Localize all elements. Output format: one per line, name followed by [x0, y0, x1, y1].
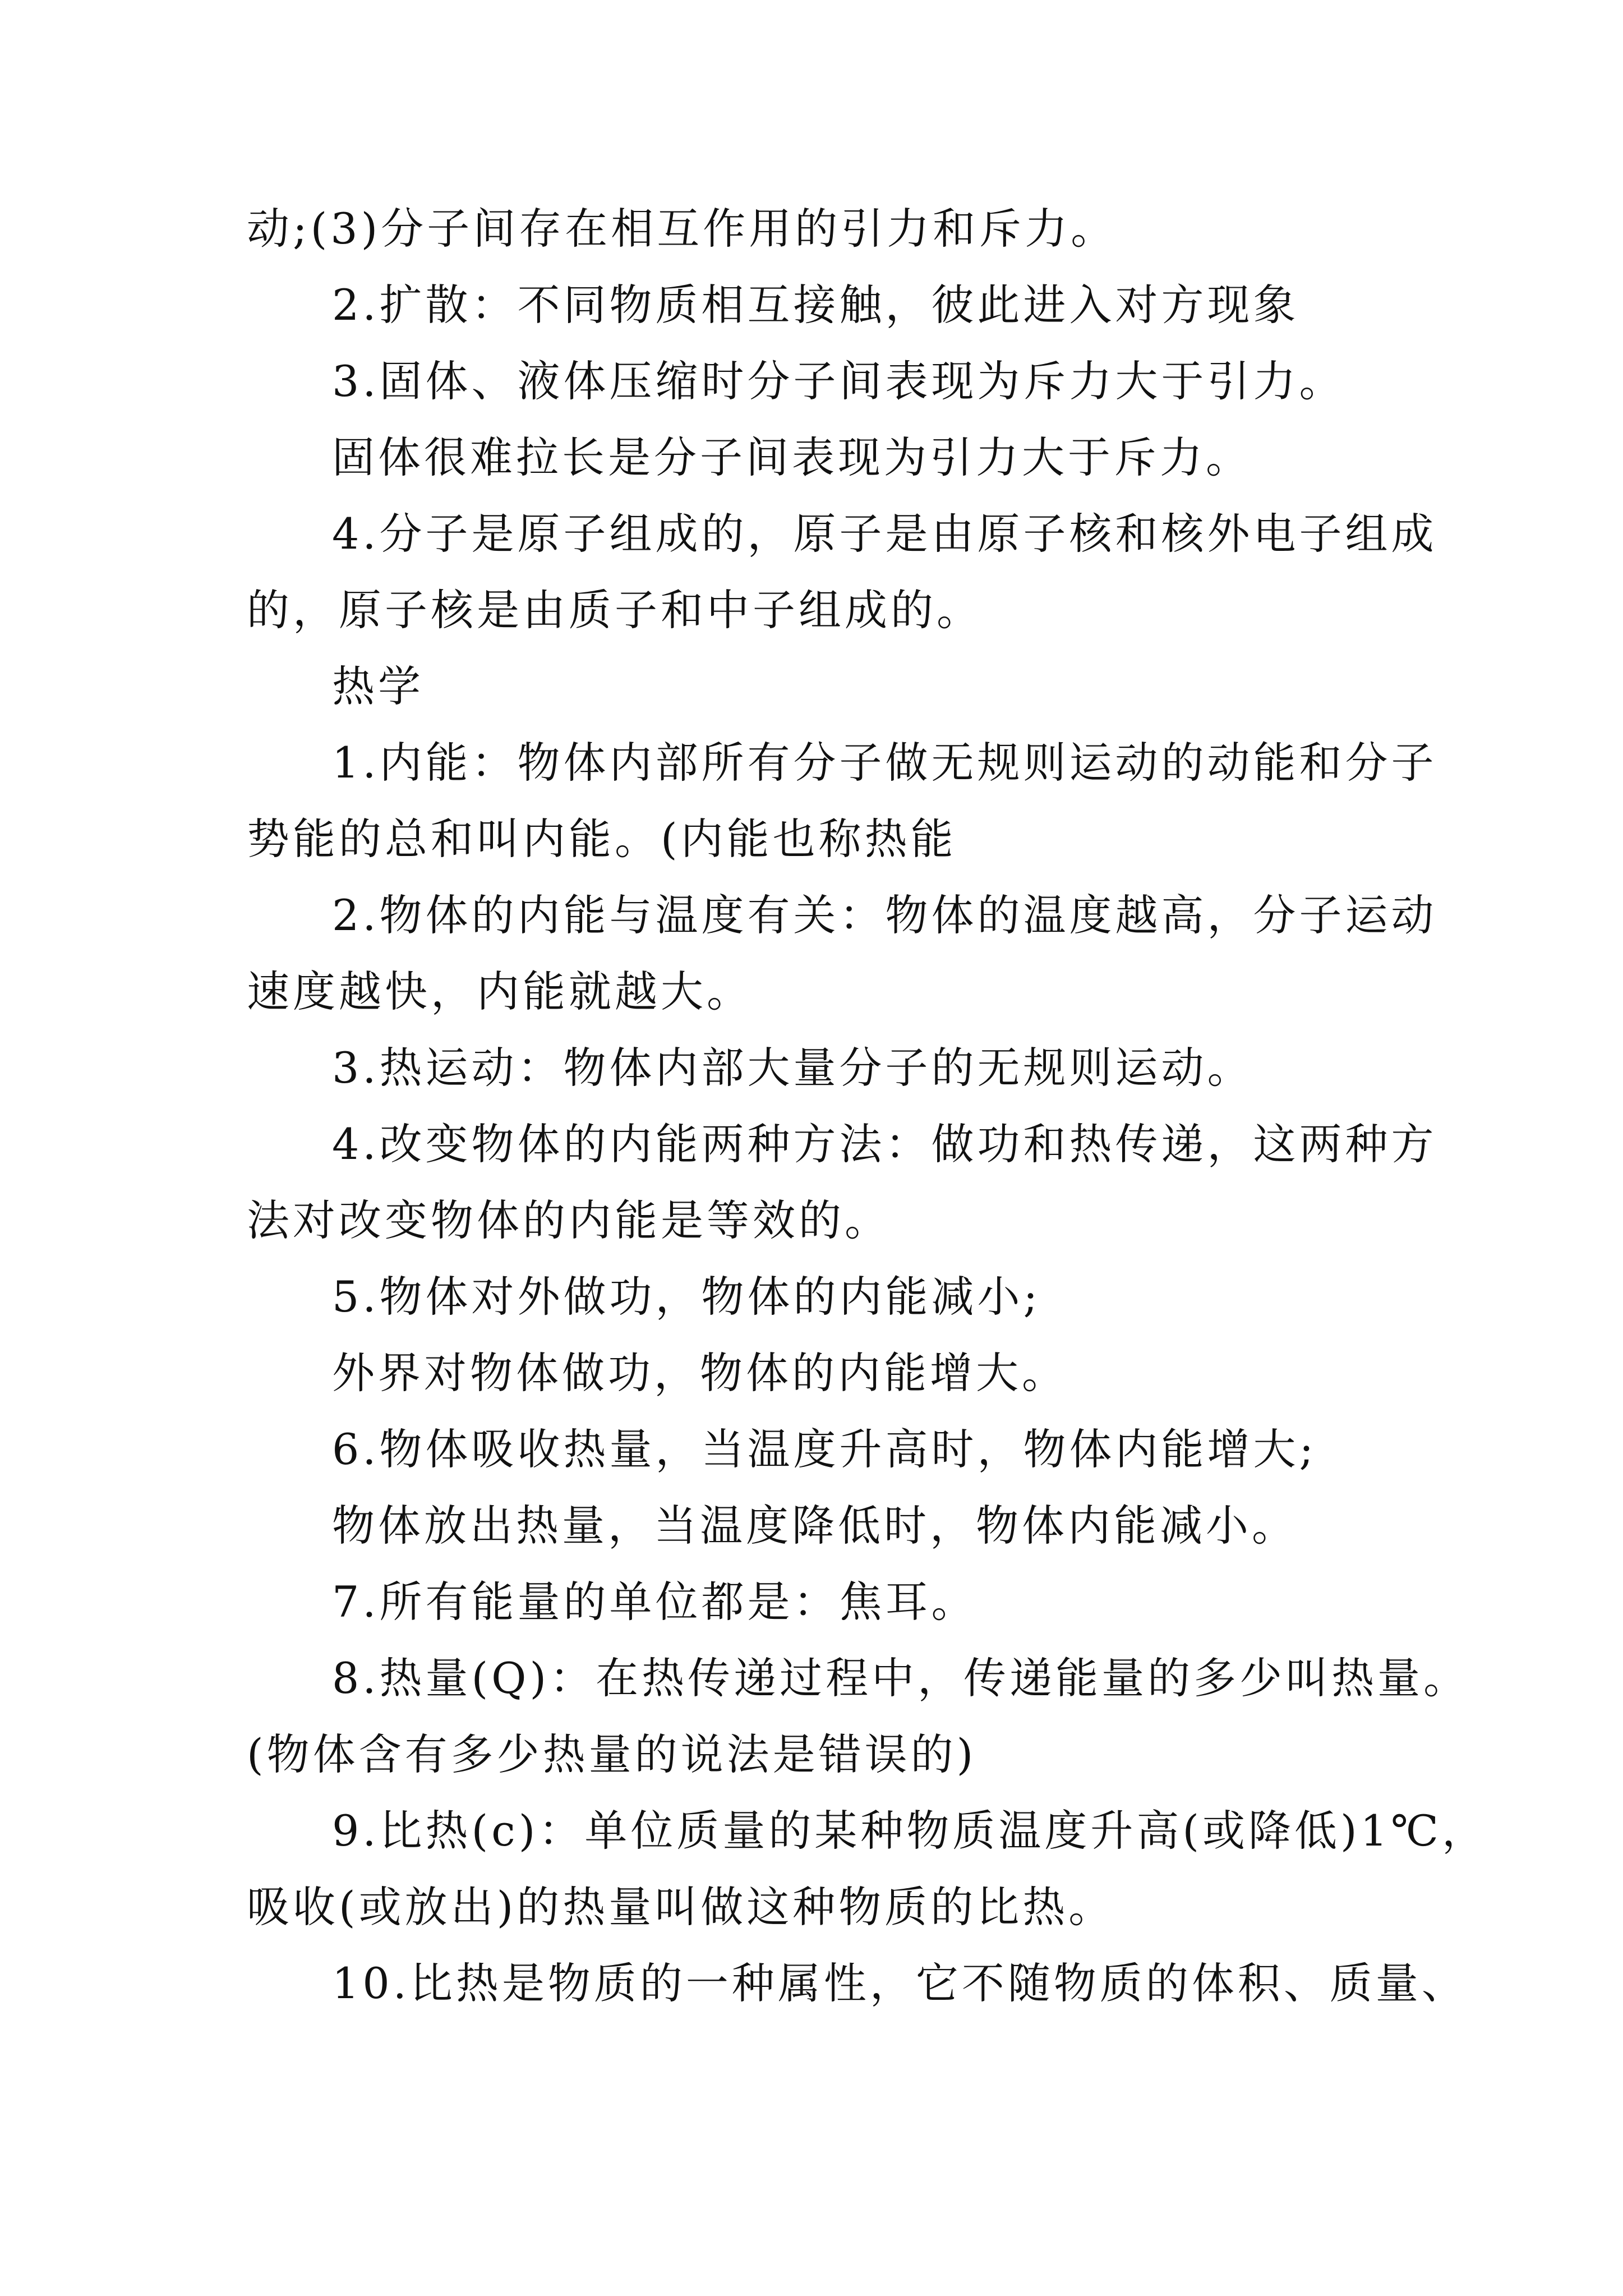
text-line: 2.物体的内能与温度有关：物体的温度越高，分子运动 [332, 890, 1437, 940]
text-line: 1.内能：物体内部所有分子做无规则运动的动能和分子 [332, 738, 1437, 788]
text-line: 速度越快，内能就越大。 [247, 967, 753, 1016]
section-heading: 热学 [332, 661, 424, 711]
text-line: 势能的总和叫内能。(内能也称热能 [247, 814, 957, 864]
text-line: 10.比热是物质的一种属性，它不随物质的体积、质量、 [332, 1958, 1468, 2008]
text-line: 6.物体吸收热量，当温度升高时，物体内能增大; [332, 1424, 1317, 1474]
text-line: 动;(3)分子间存在相互作用的引力和斥力。 [247, 204, 1117, 254]
text-line: 法对改变物体的内能是等效的。 [247, 1195, 891, 1245]
text-line: 3.热运动：物体内部大量分子的无规则运动。 [332, 1043, 1253, 1093]
text-line: (物体含有多少热量的说法是错误的) [247, 1729, 977, 1779]
text-line: 吸收(或放出)的热量叫做这种物质的比热。 [247, 1882, 1115, 1932]
text-line: 固体很难拉长是分子间表现为引力大于斥力。 [332, 432, 1252, 482]
text-line: 7.所有能量的单位都是：焦耳。 [332, 1577, 978, 1627]
text-line: 2.扩散：不同物质相互接触，彼此进入对方现象 [332, 280, 1299, 330]
text-line: 8.热量(Q)：在热传递过程中，传递能量的多少叫热量。 [332, 1653, 1470, 1703]
text-line: 9.比热(c)：单位质量的某种物质温度升高(或降低)1℃， [332, 1806, 1488, 1856]
text-line: 物体放出热量，当温度降低时，物体内能减小。 [332, 1501, 1298, 1550]
document-body [247, 191, 1488, 2022]
text-line: 的，原子核是由质子和中子组成的。 [247, 585, 983, 635]
text-line: 外界对物体做功，物体的内能增大。 [332, 1348, 1068, 1398]
text-line: 4.改变物体的内能两种方法：做功和热传递，这两种方 [332, 1119, 1437, 1169]
text-line: 3.固体、液体压缩时分子间表现为斥力大于引力。 [332, 356, 1345, 406]
text-line: 5.物体对外做功，物体的内能减小; [332, 1272, 1041, 1322]
text-line: 4.分子是原子组成的，原子是由原子核和核外电子组成 [332, 509, 1437, 559]
